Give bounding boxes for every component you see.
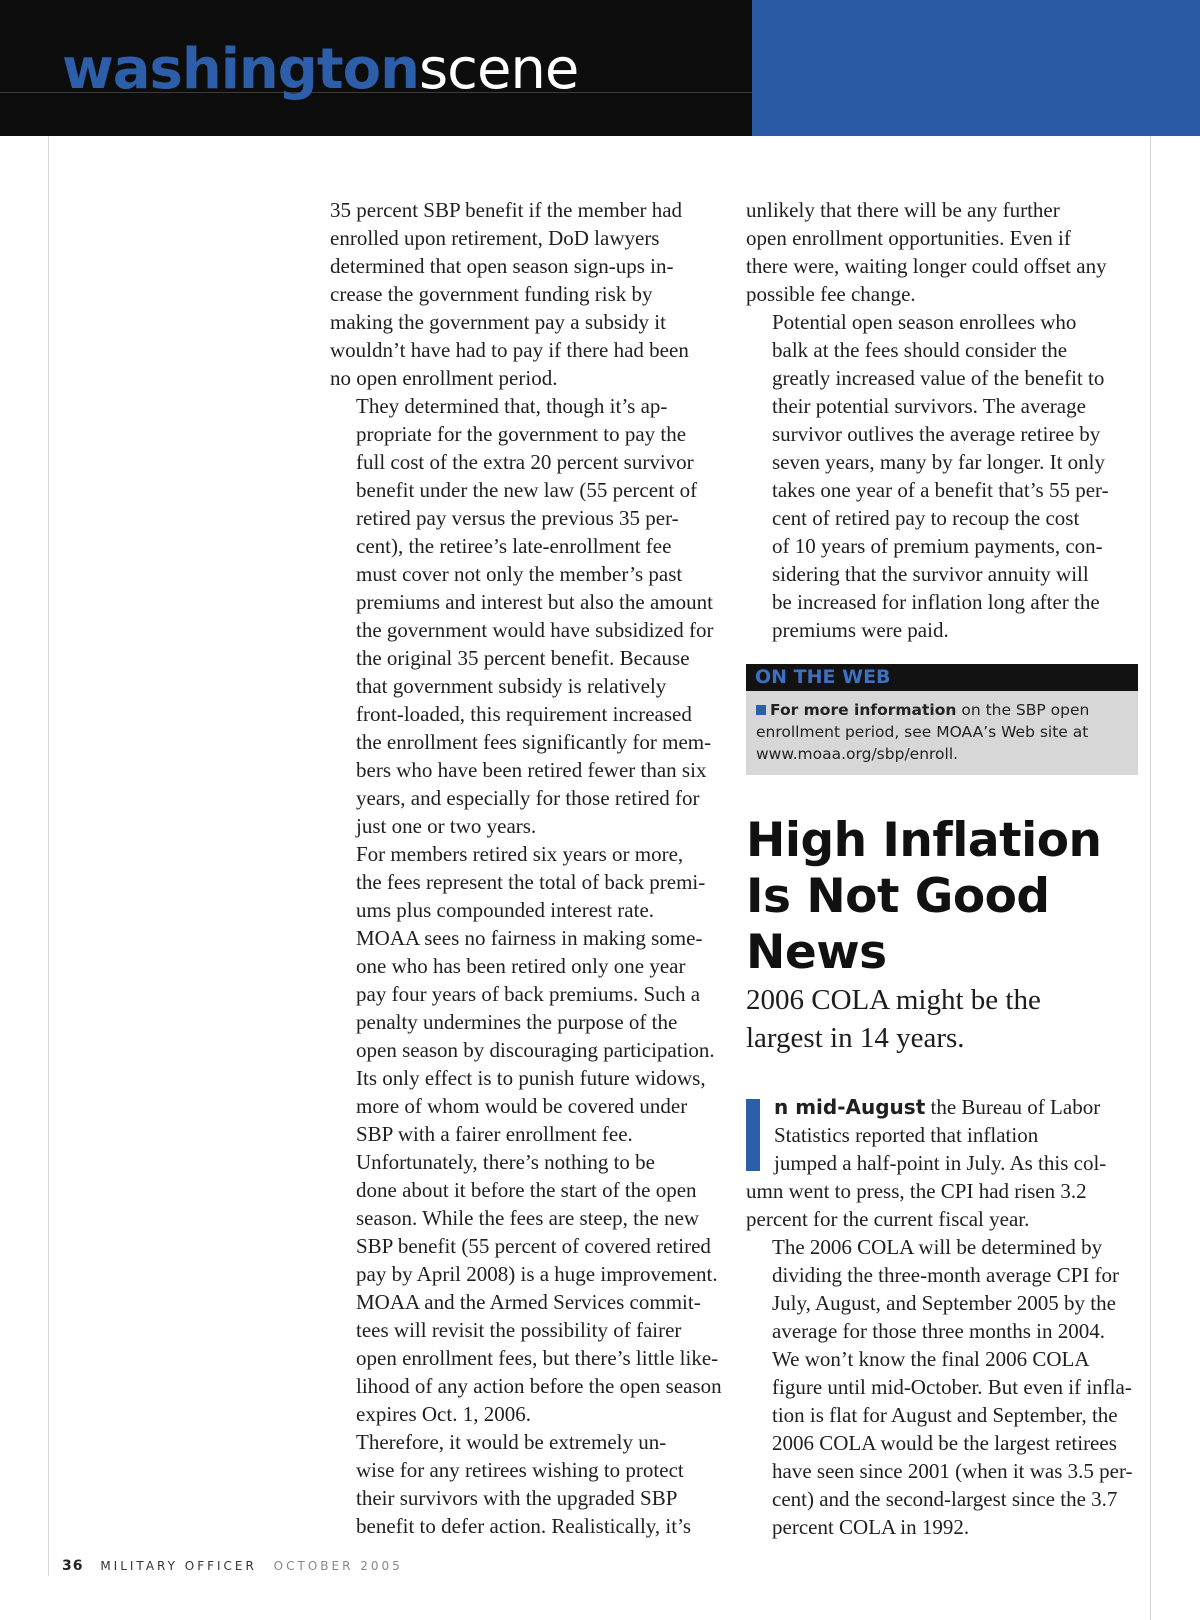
text-line: open enrollment opportunities. Even if [746, 226, 1071, 250]
text-line: 35 percent SBP benefit if the member had [330, 198, 683, 222]
text-line: making the government pay a subsidy it [330, 310, 666, 334]
text-line: sidering that the survivor annuity will [772, 562, 1089, 586]
text-line: open enrollment fees, but there’s little like- [356, 1346, 719, 1370]
deck-line: largest in 14 years. [746, 1022, 965, 1054]
text-line: balk at the fees should consider the [772, 338, 1068, 362]
text-line: be increased for inflation long after the [772, 590, 1100, 614]
on-the-web-line1: on the SBP open [956, 701, 1090, 719]
on-the-web-heading: ON THE WEB [746, 664, 1138, 691]
text-line: benefit under the new law (55 percent of [356, 478, 698, 502]
text-line: that government subsidy is relatively [356, 674, 667, 698]
text-line: of 10 years of premium payments, con- [772, 534, 1103, 558]
text-line: enrolled upon retirement, DoD lawyers [330, 226, 660, 250]
text-line: seven years, many by far longer. It only [772, 450, 1105, 474]
lead-line: percent for the current fiscal year. [746, 1207, 1030, 1231]
lead-rest: the Bureau of Labor [925, 1095, 1101, 1119]
section-title [62, 34, 578, 106]
on-the-web-box [746, 664, 1138, 775]
text-line: season. While the fees are steep, the new [356, 1206, 700, 1230]
lead-hang-line: Statistics reported that inflation [774, 1123, 1039, 1147]
text-line: July, August, and September 2005 by the [772, 1291, 1116, 1315]
text-line: tees will revisit the possibility of fairer [356, 1318, 682, 1342]
text-line: no open enrollment period. [330, 366, 558, 390]
text-line: determined that open season sign-ups in- [330, 254, 674, 278]
lead-hang-line: jumped a half-point in July. As this col- [774, 1151, 1107, 1175]
text-line: The 2006 COLA will be determined by [772, 1235, 1103, 1259]
paragraph [746, 308, 1142, 644]
text-line: Therefore, it would be extremely un- [356, 1430, 667, 1454]
headline-line: News [746, 925, 887, 980]
text-line: have seen since 2001 (when it was 3.5 per- [772, 1459, 1133, 1483]
magazine-name: MILITARY OFFICER [100, 1559, 257, 1573]
left-column [330, 196, 720, 1540]
text-line: possible fee change. [746, 282, 916, 306]
text-line: wouldn’t have had to pay if there had been [330, 338, 689, 362]
text-line: percent COLA in 1992. [772, 1515, 970, 1539]
section-header [0, 0, 1200, 136]
paragraph [330, 924, 720, 1148]
headline-line: High Inflation [746, 813, 1102, 868]
text-line: the original 35 percent benefit. Because [356, 646, 690, 670]
paragraph [746, 1233, 1142, 1345]
text-line: their survivors with the upgraded SBP [356, 1486, 678, 1510]
text-line: survivor outlives the average retiree by [772, 422, 1101, 446]
paragraph [746, 1345, 1142, 1541]
paragraph [330, 1148, 720, 1288]
text-line: figure until mid-October. But even if infla- [772, 1375, 1132, 1399]
text-line: tion is flat for August and September, the [772, 1403, 1118, 1427]
section-title-part2: scene [418, 37, 579, 102]
text-line: premiums were paid. [772, 618, 949, 642]
text-line: dividing the three-month average CPI for [772, 1263, 1119, 1287]
right-column [746, 196, 1142, 1541]
on-the-web-line2: enrollment period, see MOAA’s Web site at [756, 723, 1089, 741]
lead-line: umn went to press, the CPI had risen 3.2 [746, 1179, 1087, 1203]
text-line: open season by discouraging participation. [356, 1038, 715, 1062]
on-the-web-link[interactable]: www.moaa.org/sbp/enroll. [756, 745, 959, 763]
text-line: benefit to defer action. Realistically, it’s [356, 1514, 692, 1538]
text-line: 2006 COLA would be the largest retirees [772, 1431, 1117, 1455]
text-line: just one or two years. [356, 814, 537, 838]
text-line: average for those three months in 2004. [772, 1319, 1105, 1343]
text-line: cent of retired pay to recoup the cost [772, 506, 1080, 530]
text-line: must cover not only the member’s past [356, 562, 683, 586]
article-lead-paragraph [746, 1093, 1142, 1233]
text-line: unlikely that there will be any further [746, 198, 1060, 222]
page-number: 36 [62, 1558, 84, 1574]
text-line: done about it before the start of the open [356, 1178, 697, 1202]
paragraph [330, 392, 720, 840]
paragraph [330, 840, 720, 924]
text-line: the enrollment fees significantly for mem- [356, 730, 712, 754]
text-line: full cost of the extra 20 percent survivor [356, 450, 694, 474]
header-blue-block [752, 0, 1200, 136]
text-line: ums plus compounded interest rate. [356, 898, 655, 922]
text-line: more of whom would be covered under [356, 1094, 688, 1118]
square-bullet-icon [756, 705, 766, 715]
text-line: the government would have subsidized for [356, 618, 714, 642]
text-line: takes one year of a benefit that’s 55 per- [772, 478, 1109, 502]
page-frame-left [48, 136, 49, 1576]
text-line: Unfortunately, there’s nothing to be [356, 1150, 655, 1174]
text-line: there were, waiting longer could offset any [746, 254, 1107, 278]
text-line: SBP benefit (55 percent of covered retired [356, 1234, 711, 1258]
page-footer [62, 1558, 403, 1574]
text-line: MOAA sees no fairness in making some- [356, 926, 703, 950]
right-column-top-text [746, 196, 1142, 644]
lead-bold: n mid-August [774, 1095, 926, 1119]
text-line: cent), the retiree’s late-enrollment fee [356, 534, 672, 558]
text-line: bers who have been retired fewer than six [356, 758, 707, 782]
text-line: They determined that, though it’s ap- [356, 394, 668, 418]
deck-line: 2006 COLA might be the [746, 984, 1041, 1016]
on-the-web-body [746, 691, 1138, 775]
paragraph [330, 196, 720, 392]
article-deck [746, 981, 1142, 1057]
text-line: their potential survivors. The average [772, 394, 1086, 418]
text-line: Its only effect is to punish future widows, [356, 1066, 706, 1090]
text-line: crease the government funding risk by [330, 282, 653, 306]
headline-line: Is Not Good [746, 869, 1050, 924]
text-line: premiums and interest but also the amount [356, 590, 713, 614]
text-line: expires Oct. 1, 2006. [356, 1402, 531, 1426]
text-line: Potential open season enrollees who [772, 310, 1077, 334]
text-line: wise for any retirees wishing to protect [356, 1458, 684, 1482]
text-line: MOAA and the Armed Services commit- [356, 1290, 701, 1314]
paragraph [330, 1288, 720, 1428]
drop-cap-i [746, 1099, 760, 1171]
section-title-part1: washington [62, 37, 419, 102]
text-line: propriate for the government to pay the [356, 422, 687, 446]
page-frame-right [1150, 136, 1151, 1620]
text-line: retired pay versus the previous 35 per- [356, 506, 679, 530]
text-line: lihood of any action before the open season [356, 1374, 722, 1398]
lead-first-line [746, 1093, 1142, 1121]
on-the-web-bold: For more information [770, 701, 957, 719]
article-headline [746, 813, 1142, 981]
text-line: For members retired six years or more, [356, 842, 684, 866]
text-line: the fees represent the total of back premi- [356, 870, 706, 894]
paragraph [746, 196, 1142, 308]
text-line: years, and especially for those retired for [356, 786, 700, 810]
text-line: front-loaded, this requirement increased [356, 702, 692, 726]
text-line: We won’t know the final 2006 COLA [772, 1347, 1090, 1371]
text-line: SBP with a fairer enrollment fee. [356, 1122, 633, 1146]
text-line: penalty undermines the purpose of the [356, 1010, 678, 1034]
text-line: pay four years of back premiums. Such a [356, 982, 701, 1006]
text-line: greatly increased value of the benefit to [772, 366, 1105, 390]
right-column-bottom-text [746, 1233, 1142, 1541]
issue-date: OCTOBER 2005 [273, 1559, 403, 1573]
text-line: pay by April 2008) is a huge improvement. [356, 1262, 718, 1286]
text-line: cent) and the second-largest since the 3.7 [772, 1487, 1118, 1511]
paragraph [330, 1428, 720, 1540]
text-line: one who has been retired only one year [356, 954, 686, 978]
